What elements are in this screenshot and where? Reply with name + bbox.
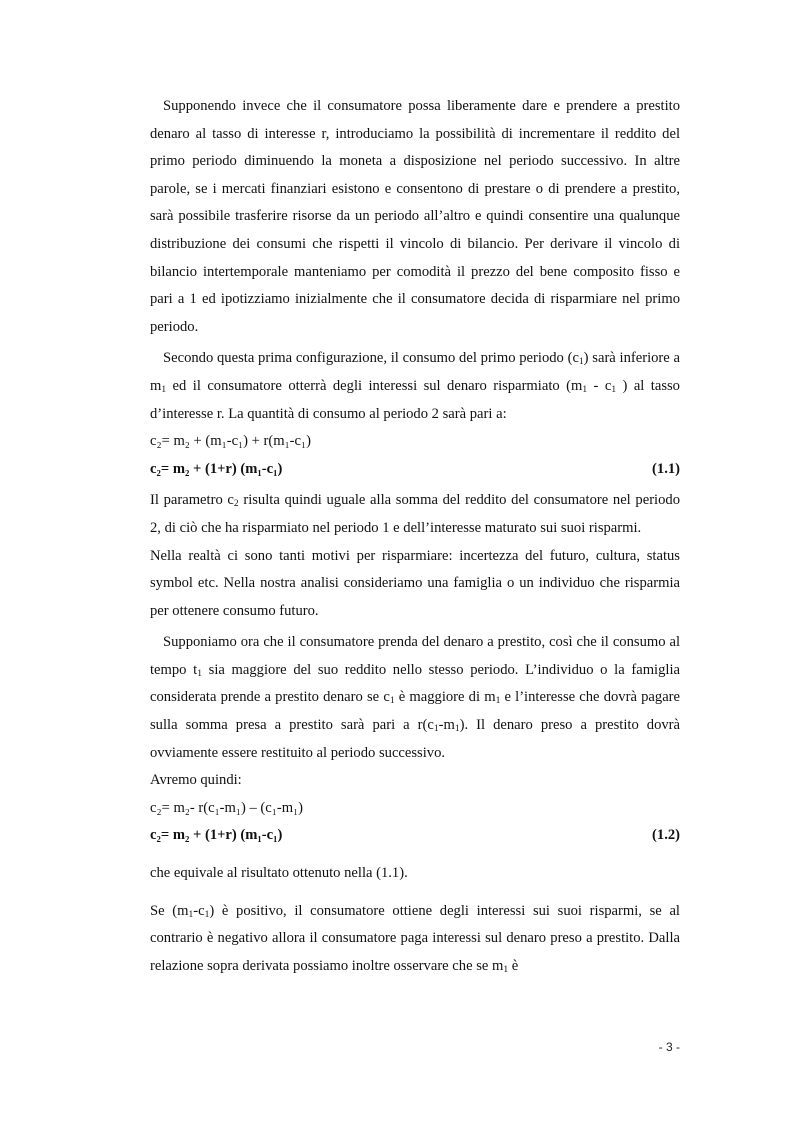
paragraph-first-configuration bbox=[150, 345, 680, 428]
text-run: Se (m bbox=[150, 902, 189, 919]
subscript: 1 bbox=[582, 384, 588, 395]
paragraph-borrowing-case bbox=[150, 629, 680, 767]
text-run: Supponiamo ora che il consumatore prenda del denaro a prestito, così che il consumo al tempo t bbox=[150, 634, 680, 678]
text-run: ) è positivo, il consumatore ottiene degli interessi sui suoi risparmi, se al contrario è negativo allora il consumatore paga interessi sul denaro preso a prestito. Dalla relazione sopra derivata possiamo inoltre osservare che se m bbox=[150, 902, 680, 974]
text-run: ) sarà inferiore a m bbox=[150, 350, 680, 394]
subscript: 1 bbox=[503, 964, 509, 975]
paragraph-equivalence: che equivale al risultato ottenuto nella (1.1). bbox=[150, 865, 408, 882]
subscript: 1 bbox=[197, 668, 202, 679]
equation-text: c₂= m₂ + (1+r) (m₁-c₁) bbox=[150, 827, 283, 844]
equation-text: c₂= m₂- r(c₁-m₁) – (c₁-m₁) bbox=[150, 799, 304, 816]
text-run: sia maggiore del suo reddito nello stesso periodo. L’individuo o la famiglia considerata prende a prestito denaro se c bbox=[150, 661, 680, 706]
equation-text: c₂= m₂ + (m₁-c₁) + r(m₁-c₁) bbox=[150, 433, 311, 450]
text-run: ). Il denaro preso a prestito dovrà ovviamente essere restituito al periodo successivo. bbox=[150, 717, 680, 761]
equation-c2-expanded bbox=[150, 428, 680, 456]
subscript: 1 bbox=[611, 384, 617, 395]
text-run: - c bbox=[587, 377, 612, 394]
subscript: 1 bbox=[433, 724, 439, 735]
text-run: Secondo questa prima configurazione, il consumo del primo periodo (c bbox=[163, 350, 579, 367]
subscript: 1 bbox=[389, 696, 395, 707]
text-run: ed il consumatore otterrà degli interessi sul denaro risparmiato (m bbox=[166, 377, 583, 394]
paragraph-avremo: Avremo quindi: bbox=[150, 772, 242, 789]
equation-number: (1.2) bbox=[652, 827, 680, 844]
subscript: 1 bbox=[188, 909, 194, 920]
equation-number: (1.1) bbox=[652, 460, 680, 477]
text-run: -c bbox=[193, 902, 205, 919]
subscript: 1 bbox=[495, 696, 501, 707]
equation-1-2 bbox=[150, 822, 680, 850]
text-run: è bbox=[508, 957, 519, 974]
paragraph-parameter-c2 bbox=[150, 487, 680, 542]
text-run: è maggiore di m bbox=[394, 689, 496, 706]
equation-text: c₂= m₂ + (1+r) (m₁-c₁) bbox=[150, 460, 283, 477]
text-run: ) al tasso d’interesse r. La quantità di consumo al periodo 2 sarà pari a: bbox=[150, 377, 680, 422]
subscript: 2 bbox=[233, 499, 239, 510]
equation-c2-borrowing bbox=[150, 795, 680, 823]
subscript: 1 bbox=[454, 724, 460, 735]
paragraph-borrowing-intro: Supponendo invece che il consumatore possa liberamente dare e prendere a prestito denaro al tasso di interesse r, introduciamo la possibilità di incrementare il reddito del primo periodo diminuendo la moneta a disposizione nel periodo successivo. In altre parole, se i mercati finanziari esistono e consentono di prestare o di prendere a prestito, sarà possibile trasferire risorse da un periodo all’altro e quindi consentire una qualunque distribuzione dei consumi che rispetti il vincolo di bilancio. Per derivare il vincolo di bilancio intertemporale manteniamo per comodità il prezzo del bene composito fisso e pari a 1 ed ipotizziamo inizialmente che il consumatore decida di risparmiare nel primo periodo. bbox=[150, 98, 680, 335]
paragraph-sign-interpretation bbox=[150, 898, 680, 981]
text-run: -m bbox=[438, 717, 455, 734]
subscript: 1 bbox=[578, 357, 584, 368]
text-run: Il parametro c bbox=[150, 492, 234, 509]
text-run: e l’interesse che dovrà pagare sulla somma presa a prestito sarà pari a r(c bbox=[150, 689, 681, 734]
subscript: 1 bbox=[161, 384, 167, 395]
text-run: risulta quindi uguale alla somma del reddito del consumatore nel periodo 2, di ciò che ha risparmiato nel periodo 1 e dell’interesse maturato sui suoi risparmi. bbox=[150, 492, 680, 536]
paragraph-saving-motives: Nella realtà ci sono tanti motivi per risparmiare: incertezza del futuro, cultura, status symbol etc. Nella nostra analisi consideriamo una famiglia o un individuo che risparmia per ottenere consumo futuro. bbox=[150, 547, 680, 619]
body-text bbox=[150, 93, 680, 980]
subscript: 1 bbox=[204, 909, 210, 920]
equation-1-1 bbox=[150, 456, 680, 484]
page-number: - 3 - bbox=[658, 1040, 680, 1054]
